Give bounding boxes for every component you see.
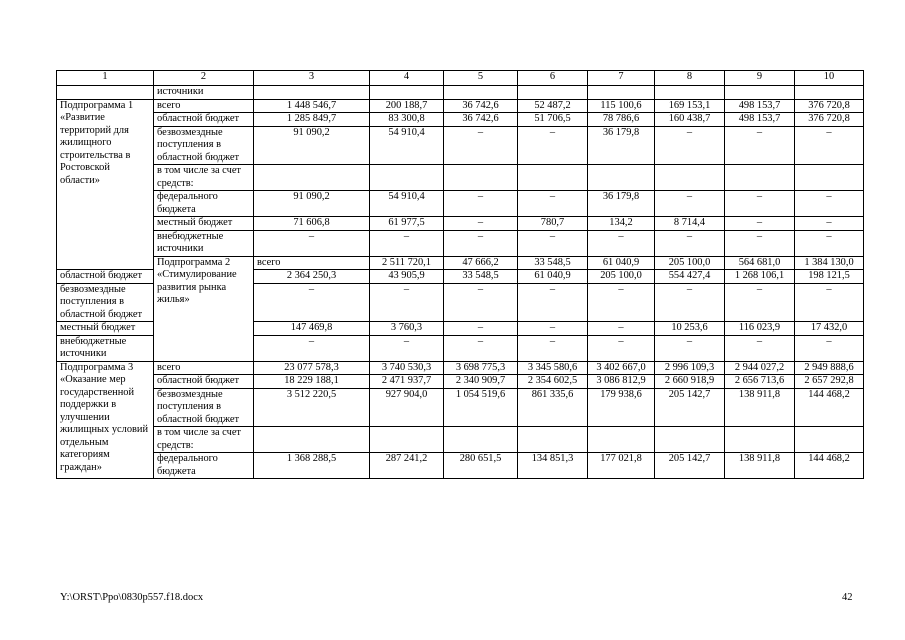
column-header: 9 <box>725 71 795 86</box>
value-cell: 33 548,5 <box>444 270 518 284</box>
value-cell <box>254 165 370 191</box>
value-cell: 2 340 909,7 <box>444 375 518 389</box>
funding-source: всего <box>254 256 370 270</box>
value-cell <box>725 427 795 453</box>
value-cell: – <box>655 126 725 165</box>
table-row <box>57 453 864 479</box>
table-body <box>57 86 864 479</box>
value-cell: 78 786,6 <box>588 113 655 127</box>
value-cell: – <box>655 283 725 322</box>
value-cell: – <box>655 335 725 361</box>
funding-source: местный бюджет <box>57 322 154 336</box>
value-cell: 1 054 519,6 <box>444 388 518 427</box>
value-cell: 17 432,0 <box>795 322 864 336</box>
budget-table <box>56 70 864 479</box>
value-cell: 51 706,5 <box>518 113 588 127</box>
table-row <box>57 230 864 256</box>
column-header: 6 <box>518 71 588 86</box>
value-cell <box>370 86 444 100</box>
value-cell: 3 760,3 <box>370 322 444 336</box>
value-cell <box>370 427 444 453</box>
value-cell: 376 720,8 <box>795 113 864 127</box>
table-row <box>57 361 864 375</box>
value-cell: 3 345 580,6 <box>518 361 588 375</box>
value-cell: 43 905,9 <box>370 270 444 284</box>
column-header: 3 <box>254 71 370 86</box>
value-cell: 47 666,2 <box>444 256 518 270</box>
funding-source: федерального бюджета <box>154 191 254 217</box>
column-header: 2 <box>154 71 254 86</box>
footer-file-path: Y:\ORST\Ppo\0830p557.f18.docx <box>60 592 204 603</box>
funding-source: всего <box>154 361 254 375</box>
value-cell: 2 996 109,3 <box>655 361 725 375</box>
value-cell: 1 448 546,7 <box>254 99 370 113</box>
table-header-row <box>57 71 864 86</box>
value-cell: 134,2 <box>588 217 655 231</box>
value-cell: 3 402 667,0 <box>588 361 655 375</box>
value-cell: 18 229 188,1 <box>254 375 370 389</box>
value-cell <box>655 86 725 100</box>
funding-source: в том числе за счет средств: <box>154 427 254 453</box>
value-cell: – <box>518 230 588 256</box>
value-cell: – <box>795 335 864 361</box>
funding-source: областной бюджет <box>57 270 154 284</box>
value-cell: 144 468,2 <box>795 388 864 427</box>
table-row <box>57 388 864 427</box>
value-cell: – <box>254 335 370 361</box>
subprogram-name: Подпрограмма 2 «Стимулирование развития рынка жилья» <box>154 256 254 361</box>
value-cell: – <box>254 230 370 256</box>
value-cell <box>588 86 655 100</box>
value-cell: – <box>795 283 864 322</box>
value-cell: 134 851,3 <box>518 453 588 479</box>
value-cell: – <box>518 283 588 322</box>
value-cell: 71 606,8 <box>254 217 370 231</box>
value-cell: – <box>795 126 864 165</box>
value-cell: 2 354 602,5 <box>518 375 588 389</box>
value-cell: 61 040,9 <box>518 270 588 284</box>
value-cell: 36 179,8 <box>588 126 655 165</box>
value-cell: 36 742,6 <box>444 99 518 113</box>
value-cell <box>655 165 725 191</box>
value-cell <box>588 427 655 453</box>
table-row <box>57 113 864 127</box>
value-cell: – <box>444 283 518 322</box>
value-cell: 138 911,8 <box>725 388 795 427</box>
value-cell: 2 660 918,9 <box>655 375 725 389</box>
value-cell: – <box>518 126 588 165</box>
value-cell <box>588 165 655 191</box>
funding-source: безвозмездные поступления в областной бюджет <box>154 388 254 427</box>
value-cell: – <box>518 322 588 336</box>
value-cell: – <box>655 191 725 217</box>
value-cell: 564 681,0 <box>725 256 795 270</box>
table-row <box>57 99 864 113</box>
value-cell: – <box>725 283 795 322</box>
value-cell: 33 548,5 <box>518 256 588 270</box>
value-cell: 115 100,6 <box>588 99 655 113</box>
value-cell: 23 077 578,3 <box>254 361 370 375</box>
value-cell: – <box>725 230 795 256</box>
value-cell: 280 651,5 <box>444 453 518 479</box>
value-cell: 3 740 530,3 <box>370 361 444 375</box>
value-cell: 205 142,7 <box>655 453 725 479</box>
value-cell: 3 512 220,5 <box>254 388 370 427</box>
value-cell: 144 468,2 <box>795 453 864 479</box>
value-cell <box>655 427 725 453</box>
column-header: 1 <box>57 71 154 86</box>
column-header: 4 <box>370 71 444 86</box>
value-cell: 205 142,7 <box>655 388 725 427</box>
value-cell <box>518 165 588 191</box>
value-cell: – <box>725 126 795 165</box>
subprogram-name <box>57 86 154 100</box>
value-cell: – <box>655 230 725 256</box>
funding-source: безвозмездные поступления в областной бюджет <box>57 283 154 322</box>
subprogram-name: Подпрограмма 1 «Развитие территорий для жилищного строительства в Ростовской области» <box>57 99 154 270</box>
value-cell: – <box>588 335 655 361</box>
value-cell: 554 427,4 <box>655 270 725 284</box>
value-cell: 169 153,1 <box>655 99 725 113</box>
funding-source: внебюджетные источники <box>154 230 254 256</box>
value-cell <box>254 427 370 453</box>
value-cell: 54 910,4 <box>370 191 444 217</box>
value-cell: – <box>725 191 795 217</box>
value-cell: 116 023,9 <box>725 322 795 336</box>
value-cell: – <box>370 335 444 361</box>
value-cell: 2 511 720,1 <box>370 256 444 270</box>
value-cell: 61 977,5 <box>370 217 444 231</box>
value-cell: 376 720,8 <box>795 99 864 113</box>
value-cell: 861 335,6 <box>518 388 588 427</box>
value-cell: 2 949 888,6 <box>795 361 864 375</box>
table-row <box>57 427 864 453</box>
value-cell: 2 471 937,7 <box>370 375 444 389</box>
funding-source: федерального бюджета <box>154 453 254 479</box>
funding-source: местный бюджет <box>154 217 254 231</box>
funding-source: источники <box>154 86 254 100</box>
value-cell: – <box>444 191 518 217</box>
column-header: 10 <box>795 71 864 86</box>
value-cell <box>518 86 588 100</box>
funding-source: всего <box>154 99 254 113</box>
value-cell: 52 487,2 <box>518 99 588 113</box>
value-cell: – <box>518 191 588 217</box>
value-cell <box>444 165 518 191</box>
value-cell: 1 268 106,1 <box>725 270 795 284</box>
value-cell: 205 100,0 <box>655 256 725 270</box>
value-cell <box>444 86 518 100</box>
value-cell: 200 188,7 <box>370 99 444 113</box>
value-cell: 287 241,2 <box>370 453 444 479</box>
value-cell <box>795 165 864 191</box>
funding-source: областной бюджет <box>154 113 254 127</box>
value-cell <box>444 427 518 453</box>
subprogram-name: Подпрограмма 3 «Оказание мер государственной поддержки в улучшении жилищных условий отдельным категориям граждан» <box>57 361 154 479</box>
value-cell: – <box>725 217 795 231</box>
value-cell: 61 040,9 <box>588 256 655 270</box>
value-cell: – <box>444 217 518 231</box>
value-cell: 160 438,7 <box>655 113 725 127</box>
value-cell: 3 698 775,3 <box>444 361 518 375</box>
value-cell: 1 285 849,7 <box>254 113 370 127</box>
table-row <box>57 217 864 231</box>
value-cell: – <box>370 283 444 322</box>
table-row <box>57 126 864 165</box>
column-header: 5 <box>444 71 518 86</box>
value-cell <box>518 427 588 453</box>
value-cell: – <box>795 191 864 217</box>
value-cell: – <box>588 283 655 322</box>
value-cell: 54 910,4 <box>370 126 444 165</box>
value-cell: 36 179,8 <box>588 191 655 217</box>
value-cell <box>795 86 864 100</box>
value-cell: 83 300,8 <box>370 113 444 127</box>
value-cell: – <box>444 230 518 256</box>
table-row <box>57 165 864 191</box>
value-cell: 138 911,8 <box>725 453 795 479</box>
value-cell: 1 384 130,0 <box>795 256 864 270</box>
value-cell: – <box>725 335 795 361</box>
value-cell: – <box>518 335 588 361</box>
value-cell: – <box>795 217 864 231</box>
column-header: 7 <box>588 71 655 86</box>
value-cell: 2 657 292,8 <box>795 375 864 389</box>
table-row <box>57 191 864 217</box>
value-cell: 205 100,0 <box>588 270 655 284</box>
value-cell: 780,7 <box>518 217 588 231</box>
value-cell: 177 021,8 <box>588 453 655 479</box>
value-cell: 498 153,7 <box>725 113 795 127</box>
value-cell: 1 368 288,5 <box>254 453 370 479</box>
funding-source: областной бюджет <box>154 375 254 389</box>
value-cell: 8 714,4 <box>655 217 725 231</box>
value-cell <box>795 427 864 453</box>
value-cell: – <box>444 322 518 336</box>
value-cell: 3 086 812,9 <box>588 375 655 389</box>
value-cell: – <box>444 126 518 165</box>
value-cell <box>725 165 795 191</box>
funding-source: в том числе за счет средств: <box>154 165 254 191</box>
value-cell: 179 938,6 <box>588 388 655 427</box>
value-cell <box>370 165 444 191</box>
value-cell: – <box>254 283 370 322</box>
value-cell: – <box>444 335 518 361</box>
funding-source: внебюджетные источники <box>57 335 154 361</box>
value-cell: 927 904,0 <box>370 388 444 427</box>
page-number: 42 <box>842 592 853 603</box>
value-cell: 2 656 713,6 <box>725 375 795 389</box>
value-cell: 198 121,5 <box>795 270 864 284</box>
value-cell: – <box>588 230 655 256</box>
value-cell: – <box>588 322 655 336</box>
value-cell: – <box>370 230 444 256</box>
value-cell: 91 090,2 <box>254 191 370 217</box>
value-cell: 91 090,2 <box>254 126 370 165</box>
value-cell: – <box>795 230 864 256</box>
column-header: 8 <box>655 71 725 86</box>
value-cell: 10 253,6 <box>655 322 725 336</box>
table-row <box>57 375 864 389</box>
value-cell <box>725 86 795 100</box>
value-cell: 498 153,7 <box>725 99 795 113</box>
value-cell: 2 944 027,2 <box>725 361 795 375</box>
value-cell: 147 469,8 <box>254 322 370 336</box>
value-cell <box>254 86 370 100</box>
table-row <box>57 86 864 100</box>
funding-source: безвозмездные поступления в областной бюджет <box>154 126 254 165</box>
value-cell: 2 364 250,3 <box>254 270 370 284</box>
table-row <box>57 256 864 270</box>
value-cell: 36 742,6 <box>444 113 518 127</box>
